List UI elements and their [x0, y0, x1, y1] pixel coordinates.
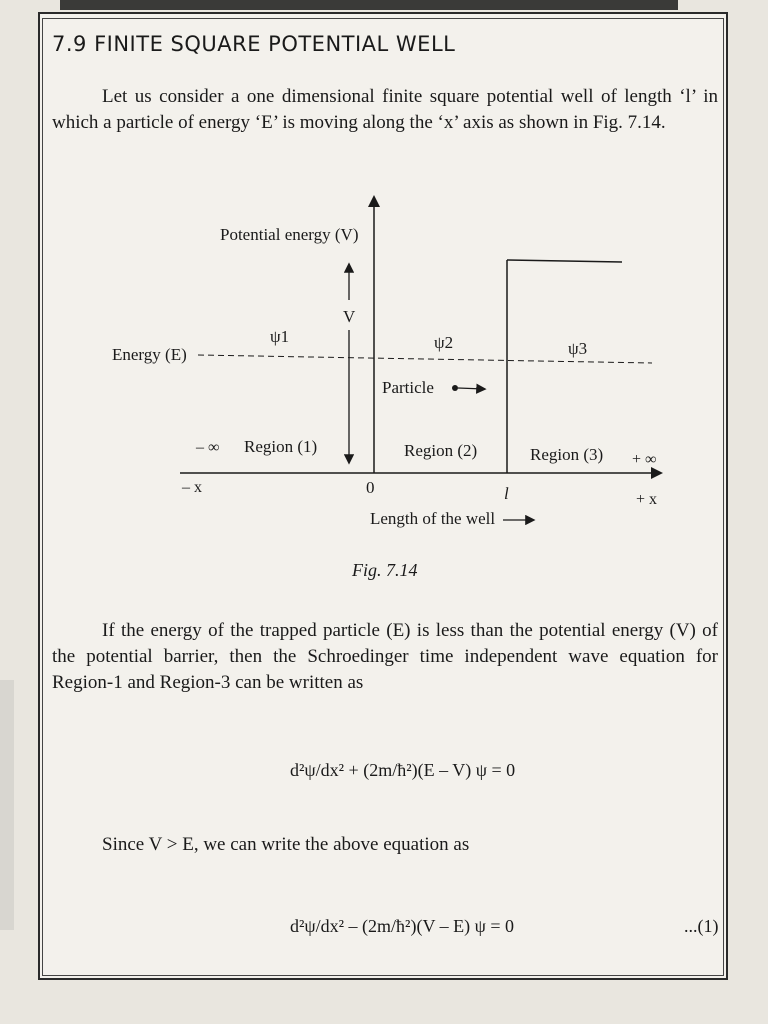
particle-dot	[452, 385, 458, 391]
since-paragraph: Since V > E, we can write the above equation as	[102, 834, 470, 855]
label-l: l	[504, 484, 509, 503]
particle-arrow	[458, 388, 484, 389]
figure-caption: Fig. 7.14	[352, 560, 418, 580]
label-region1: Region (1)	[244, 437, 318, 456]
label-particle: Particle	[382, 378, 434, 397]
page-shadow	[0, 680, 14, 930]
label-psi3: ψ3	[568, 339, 588, 358]
label-plus-x: + x	[636, 491, 658, 508]
potential-well-diagram	[0, 190, 768, 540]
intro-paragraph: Let us consider a one dimensional finite square potential well of length ‘l’ in which a particle of energy ‘E’ is moving along the ‘x’ axis as shown in Fig. 7.14.	[52, 86, 718, 133]
equation-1: d²ψ/dx² – (2m/ħ²)(V – E) ψ = 0	[290, 916, 515, 936]
condition-paragraph: If the energy of the trapped particle (E) is less than the potential energy (V) of the potential barrier, then the Schroedinger time independent wave equation for Region-1 and Region-3 can be written as	[52, 620, 718, 693]
equation-general: d²ψ/dx² + (2m/ħ²)(E – V) ψ = 0	[290, 760, 516, 780]
label-v: V	[343, 307, 356, 326]
label-region3: Region (3)	[530, 445, 604, 464]
page-top-edge	[60, 0, 678, 10]
label-length-of-well: Length of the well	[370, 509, 496, 528]
equation-number: ...(1)	[684, 916, 719, 936]
well-right-top	[507, 260, 622, 262]
label-potential-energy: Potential energy (V)	[220, 225, 359, 244]
label-zero: 0	[366, 478, 375, 497]
label-psi1: ψ1	[270, 327, 290, 346]
label-minus-inf: – ∞	[196, 439, 220, 456]
label-energy: Energy (E)	[112, 345, 187, 364]
label-psi2: ψ2	[434, 333, 454, 352]
label-minus-x: – x	[182, 479, 202, 496]
section-title: 7.9 FINITE SQUARE POTENTIAL WELL	[52, 32, 456, 56]
label-region2: Region (2)	[404, 441, 478, 460]
label-plus-inf: + ∞	[632, 451, 657, 468]
